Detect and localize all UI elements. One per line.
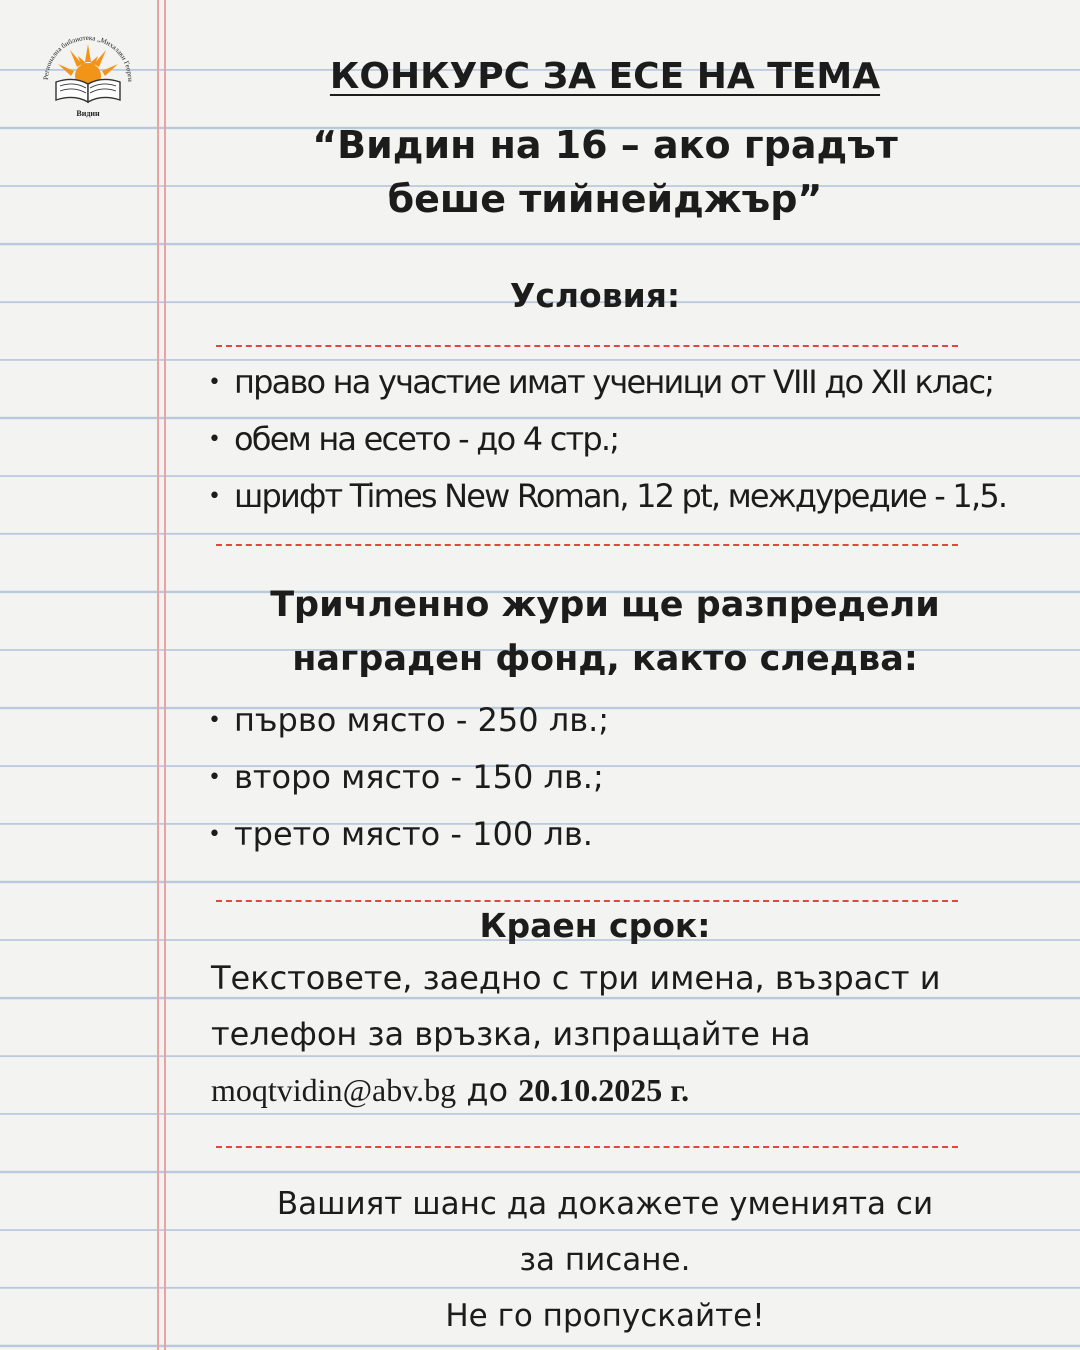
essay-topic-line-1: “Видин на 16 – ако градът [312,123,898,167]
logo-arc-text: Регионална библиотека „Михалаки Георги [41,33,135,82]
margin-line-left [157,0,159,1350]
deadline-instructions [211,950,1011,1118]
jury-heading-line-2: награден фонд, както следва: [292,639,918,679]
jury-heading-line-1: Тричленно жури ще разпредели [270,585,940,625]
conditions-list [208,354,1006,525]
prizes-list [208,692,609,863]
essay-topic-line-2: беше тийнейджър” [387,177,823,221]
condition-item-font: • шрифт Times New Roman, 12 pt, междуредие - 1,5. [208,468,1006,525]
separator-2 [216,544,958,546]
closing-line-2: за писане. [519,1242,691,1278]
prize-item-first: • първо място - 250 лв.; [208,692,609,749]
jury-heading [180,578,1030,686]
deadline-line-2: телефон за връзка, изпращайте на [211,1015,811,1053]
condition-item-length: • обем на есето - до 4 стр.; [208,411,1006,468]
essay-topic [180,118,1030,226]
closing-line-3: Не го пропускайте! [445,1298,765,1334]
logo-city-text: Видин [76,109,100,118]
contact-email: moqtvidin@abv.bg [211,1072,457,1108]
page-title: КОНКУРС ЗА ЕСЕ НА ТЕМА [329,56,881,97]
separator-3 [216,900,958,902]
closing-message [180,1176,1030,1344]
prize-item-second: • второ място - 150 лв.; [208,749,609,806]
closing-line-1: Вашият шанс да докажете уменията си [276,1186,934,1222]
condition-item-eligibility: • право на участие имат ученици от VIII до XII клас; [208,354,1006,411]
deadline-connector: до [456,1071,519,1109]
margin-line-right [164,0,166,1350]
separator-4 [216,1146,958,1148]
deadline-date: 20.10.2025 г. [518,1072,690,1108]
conditions-heading: Условия: [509,276,681,315]
deadline-heading: Краен срок: [479,906,711,945]
prize-item-third: • трето място - 100 лв. [208,806,609,863]
deadline-line-3 [211,1062,1011,1118]
separator-1 [216,345,958,347]
deadline-line-1: Текстовете, заедно с три имена, възраст и [211,959,941,997]
library-logo [36,30,140,120]
